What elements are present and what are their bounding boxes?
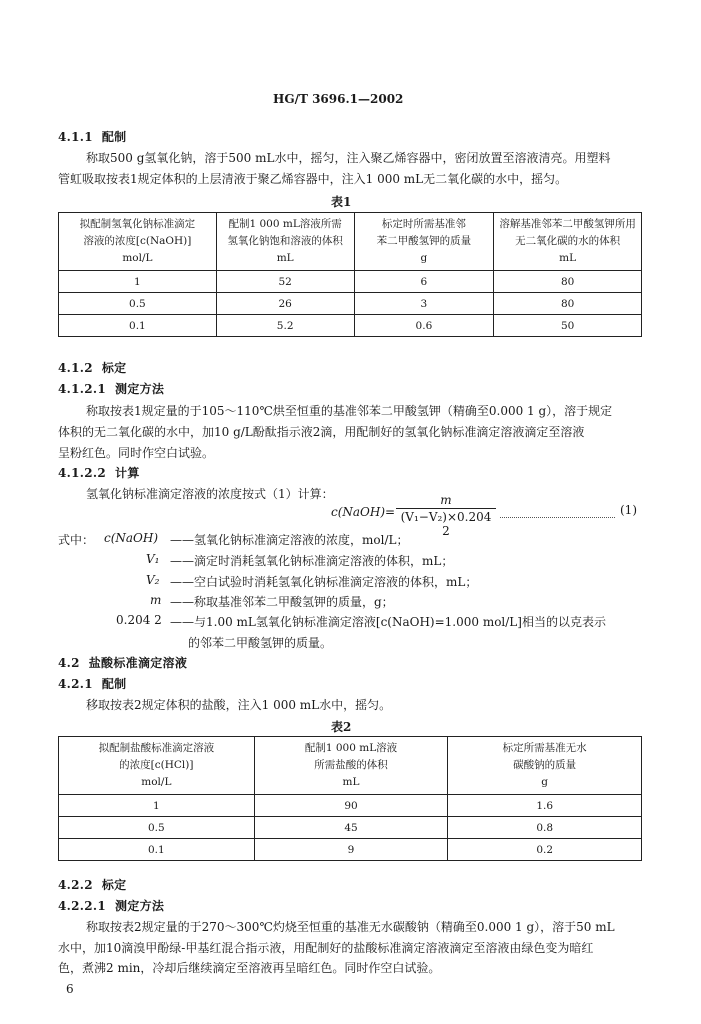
paragraph-line: 称取500 g氢氧化钠，溶于500 mL水中，摇匀，注入聚乙烯容器中，密闭放置至溶液清亮。用塑料 (86, 151, 611, 165)
table-row (59, 271, 642, 293)
def-symbol: c(NaOH) (104, 531, 159, 545)
table-cell: 26 (216, 293, 354, 315)
table-header-cell: 溶解基准邻苯二甲酸氢钾所用 无二氧化碳的水的体积 mL (494, 213, 642, 271)
table-header-cell: 配制1 000 mL溶液所需 氢氧化钠饱和溶液的体积 mL (216, 213, 354, 271)
section-4-2-1-heading (58, 675, 126, 692)
formula-intro: 氢氧化钠标准滴定溶液的浓度按式（1）计算： (86, 487, 334, 501)
paragraph-line: 称取按表2规定量的于270～300℃灼烧至恒重的基准无水碳酸钠（精确至0.000 1 g），溶于50 mL (86, 920, 615, 934)
paragraph-line: 呈粉红色。同时作空白试验。 (58, 446, 215, 460)
table-cell: 52 (216, 271, 354, 293)
def-text: ——滴定时消耗氢氧化钠标准滴定溶液的体积，mL； (170, 554, 454, 568)
formula-lhs: c(NaOH)= (331, 505, 396, 519)
page-number: 6 (66, 982, 74, 996)
table-cell: 1 (59, 271, 217, 293)
table-cell: 0.5 (59, 817, 255, 839)
table-cell: 0.8 (448, 817, 642, 839)
def-text: ——氢氧化钠标准滴定溶液的浓度，mol/L； (170, 533, 409, 547)
section-title: 盐酸标准滴定溶液 (88, 656, 188, 670)
section-title: 标定 (101, 361, 127, 375)
section-4-2-2-1-heading (58, 897, 164, 914)
formula-fraction (396, 493, 496, 538)
table-cell: 9 (254, 839, 448, 861)
table-cell: 0.1 (59, 839, 255, 861)
table-header-cell: 配制1 000 mL溶液 所需盐酸的体积 mL (254, 737, 448, 795)
fraction-bar (396, 508, 496, 509)
section-number: 4.1.2 (58, 361, 93, 375)
dot-leader (500, 517, 615, 518)
table-cell: 80 (494, 293, 642, 315)
table-cell: 0.2 (448, 839, 642, 861)
def-symbol: 0.204 2 (116, 613, 162, 627)
section-4-1-1-heading (58, 128, 126, 145)
table-1 (58, 212, 642, 337)
table-cell: 1 (59, 795, 255, 817)
table-cell: 50 (494, 315, 642, 337)
section-title: 标定 (101, 878, 127, 892)
section-number: 4.2 (58, 656, 80, 670)
table-cell: 80 (494, 271, 642, 293)
section-4-1-2-heading (58, 359, 126, 376)
table-cell: 1.6 (448, 795, 642, 817)
paragraph-line: 称取按表1规定量的于105～110℃烘至恒重的基准邻苯二甲酸氢钾（精确至0.000 1 g），溶于规定 (86, 404, 613, 418)
table-row (59, 839, 642, 861)
def-text: ——空白试验时消耗氢氧化钠标准滴定溶液的体积，mL； (170, 575, 478, 589)
table-row (59, 293, 642, 315)
section-4-2-2-heading (58, 876, 126, 893)
section-number: 4.2.1 (58, 677, 93, 691)
table-cell: 3 (354, 293, 494, 315)
section-number: 4.1.2.1 (58, 382, 107, 396)
section-title: 配制 (101, 130, 127, 144)
section-number: 4.2.2 (58, 878, 93, 892)
table-1-caption: 表1 (331, 195, 352, 209)
table-2 (58, 736, 642, 861)
paragraph-line: 管虹吸取按表1规定体积的上层清液于聚乙烯容器中，注入1 000 mL无二氧化碳的水中，摇匀。 (58, 172, 568, 186)
section-number: 4.1.1 (58, 130, 93, 144)
paragraph-line: 水中，加10滴溴甲酚绿-甲基红混合指示液，用配制好的盐酸标准滴定溶液滴定至溶液由绿色变为暗红 (58, 941, 594, 955)
section-4-1-2-1-heading (58, 380, 164, 397)
table-header-cell: 标定所需基准无水 碳酸钠的质量 g (448, 737, 642, 795)
table-cell: 0.5 (59, 293, 217, 315)
table-cell: 0.1 (59, 315, 217, 337)
def-text: ——称取基准邻苯二甲酸氢钾的质量，g； (170, 595, 394, 609)
section-title: 配制 (101, 677, 127, 691)
table-cell: 0.6 (354, 315, 494, 337)
section-number: 4.2.2.1 (58, 899, 107, 913)
table-header-cell: 拟配制氢氧化钠标准滴定 溶液的浓度[c(NaOH)] mol/L (59, 213, 217, 271)
equation-number: (1) (620, 503, 637, 517)
formula-denominator: (V₁−V₂)×0.204 2 (400, 510, 492, 538)
def-symbol: m (150, 593, 162, 607)
table-header-cell: 标定时所需基准邻 苯二甲酸氢钾的质量 g (354, 213, 494, 271)
table-header-cell: 拟配制盐酸标准滴定溶液 的浓度[c(HCl)] mol/L (59, 737, 255, 795)
formula-numerator: m (440, 493, 452, 507)
paragraph-line: 移取按表2规定体积的盐酸，注入1 000 mL水中，摇匀。 (86, 698, 392, 712)
table-cell: 6 (354, 271, 494, 293)
where-label: 式中： (58, 533, 95, 547)
paragraph-line: 体积的无二氧化碳的水中，加10 g/L酚酞指示液2滴，用配制好的氢氧化钠标准滴定溶液滴定至溶液 (58, 425, 585, 439)
table-header-row (59, 737, 642, 795)
table-row (59, 795, 642, 817)
section-title: 测定方法 (115, 382, 165, 396)
section-number: 4.1.2.2 (58, 466, 107, 480)
paragraph-line: 色，煮沸2 min，冷却后继续滴定至溶液再呈暗红色。同时作空白试验。 (58, 961, 441, 975)
table-cell: 90 (254, 795, 448, 817)
section-title: 测定方法 (115, 899, 165, 913)
table-row (59, 315, 642, 337)
def-text: ——与1.00 mL氢氧化钠标准滴定溶液[c(NaOH)=1.000 mol/L]相当的以克表示 (170, 615, 606, 629)
def-text-continued: 的邻苯二甲酸氢钾的质量。 (188, 636, 333, 650)
def-symbol: V₂ (146, 573, 160, 587)
def-symbol: V₁ (146, 552, 160, 566)
table-header-row (59, 213, 642, 271)
section-4-1-2-2-heading (58, 464, 140, 481)
table-2-caption: 表2 (331, 720, 352, 734)
section-4-2-heading (58, 654, 187, 671)
table-row (59, 817, 642, 839)
section-title: 计算 (115, 466, 140, 480)
table-cell: 5.2 (216, 315, 354, 337)
table-cell: 45 (254, 817, 448, 839)
standard-number: HG/T 3696.1—2002 (273, 92, 404, 106)
